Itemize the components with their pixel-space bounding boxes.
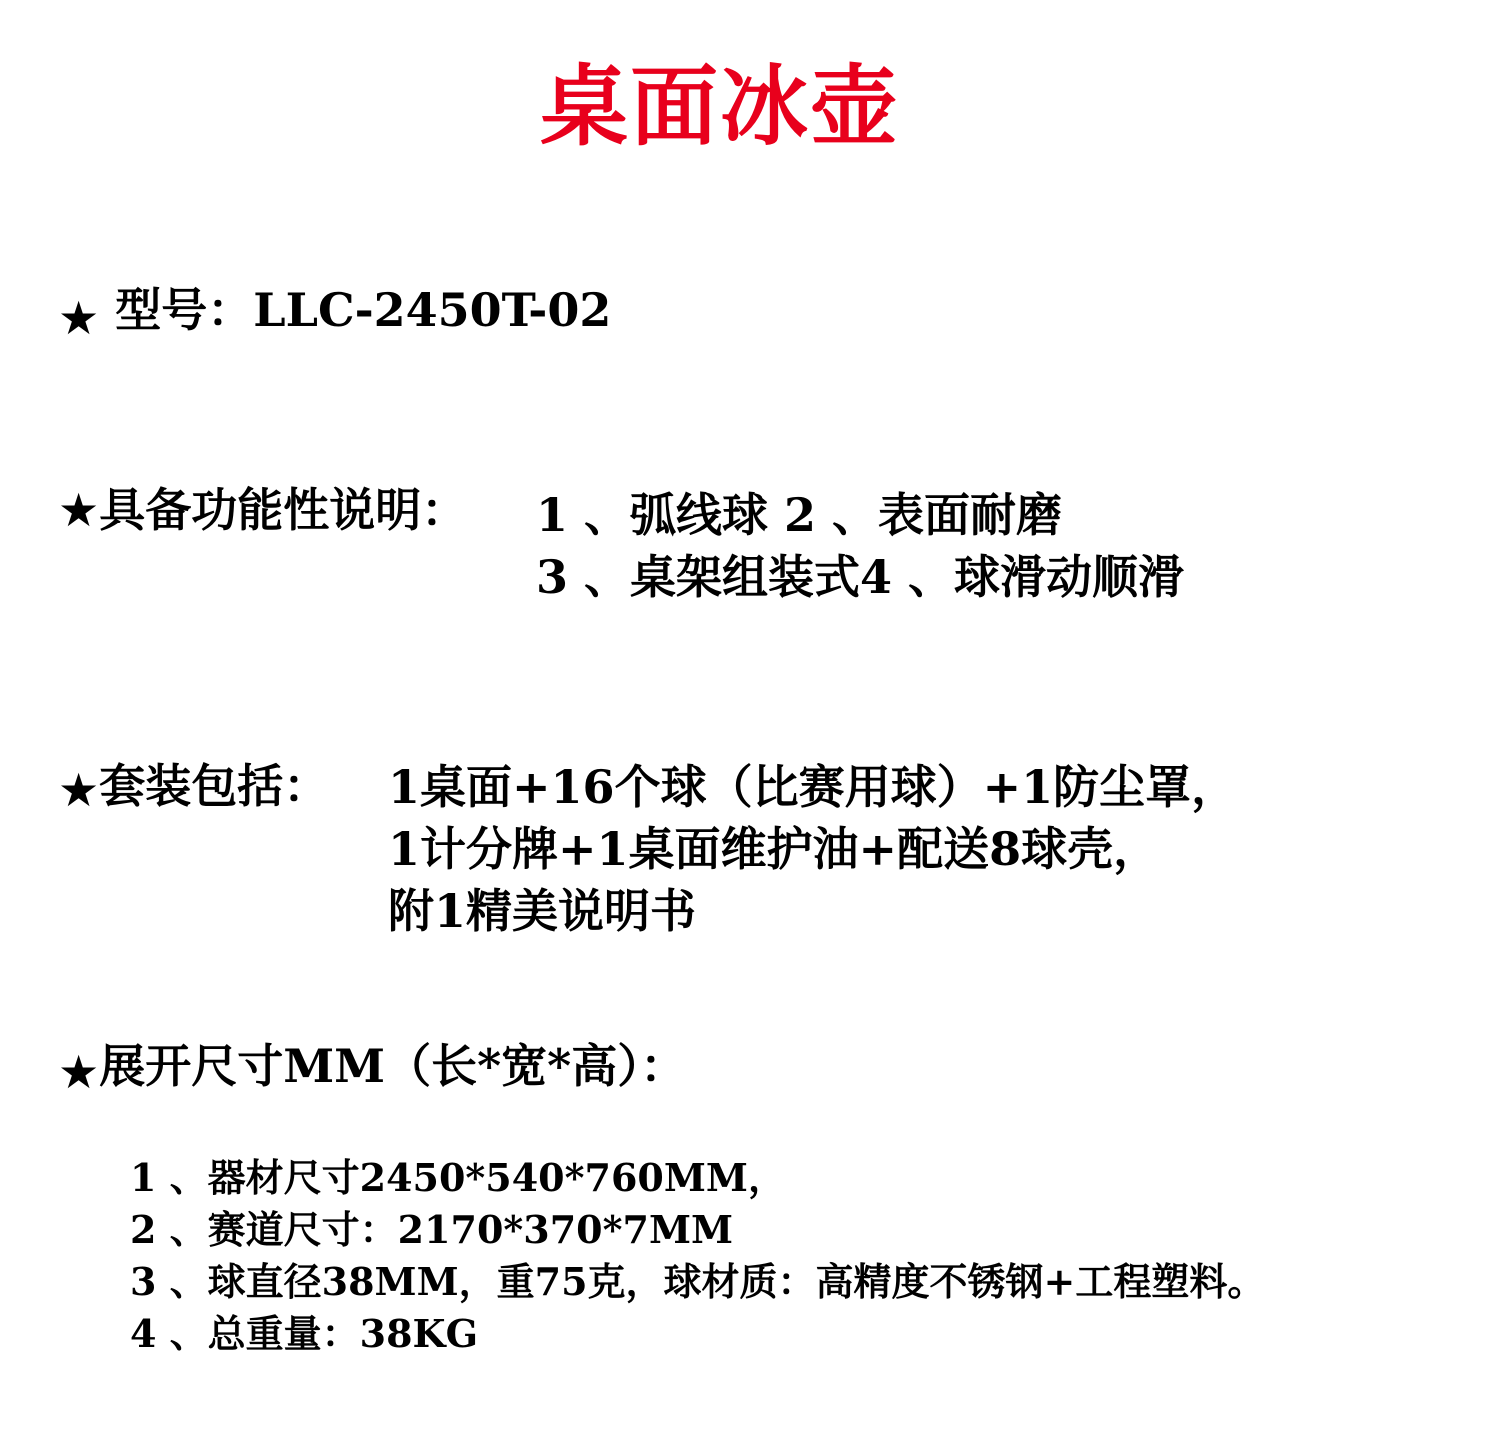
model-row [58,280,612,345]
features-row [58,480,467,540]
model-value: LLC-2450T-02 [253,283,612,337]
package-line: 附1精美说明书 [388,884,697,938]
feature-line: 1 、弧线球 2 、表面耐磨 [536,488,1063,542]
package-line: 1计分牌+1桌面维护油+配送8球壳， [388,822,1160,876]
dimension-item: 4 、总重量：38KG [130,1311,479,1356]
package-list [388,756,1237,942]
feature-line: 3 、桌架组装式4 、球滑动顺滑 [536,550,1185,604]
dimensions-row [58,1036,687,1099]
dimensions-list [130,1152,1265,1360]
dimensions-label: 展开尺寸MM（长*宽*高）： [99,1039,687,1093]
star-icon: ★ [58,291,100,345]
star-icon: ★ [58,483,100,537]
dimension-item: 1 、器材尺寸2450*540*760MM， [130,1155,786,1200]
star-icon: ★ [58,763,100,817]
page-title: 桌面冰壶 [539,55,900,158]
features-label: 具备功能性说明： [99,483,468,537]
star-icon: ★ [58,1045,100,1099]
package-row [58,756,329,816]
features-list [536,484,1184,608]
dimension-item: 3 、球直径38MM，重75克，球材质：高精度不锈钢+工程塑料。 [130,1259,1266,1304]
package-label: 套装包括： [99,759,330,813]
model-label: 型号： [115,283,254,337]
dimension-item: 2 、赛道尺寸：2170*370*7MM [130,1207,734,1252]
package-line: 1桌面+16个球（比赛用球）+1防尘罩， [388,760,1238,814]
